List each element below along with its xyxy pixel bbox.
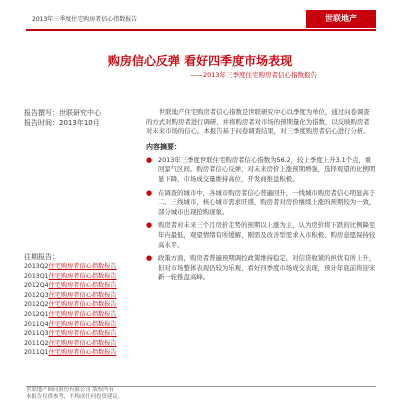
- summary-point-text: 政策方面，购房者普遍预期调控政策维持稳定，对信贷收紧的担忧有所上升，但对市场整体表现仍较为乐观，看好四季度市场成交表现，预计年底前将迎来新一轮推盘高峰。: [158, 254, 376, 282]
- summary-point: [146, 189, 376, 218]
- past-report-item[interactable]: 2011Q2住宅购房者信心指数报告: [24, 339, 117, 347]
- past-report-link[interactable]: 住宅购房者信心指数报告: [48, 330, 117, 338]
- document-subtitle: ——2013年三季度住宅购房者信心指数报告: [190, 71, 318, 79]
- document-title: 购房信心反弹 看好四季度市场表现: [107, 54, 293, 68]
- header-title: 2013年三季度住宅购房者信心指数报告: [32, 16, 138, 23]
- bullet-icon: ●: [146, 221, 153, 230]
- past-report-link[interactable]: 住宅购房者信心指数报告: [48, 263, 117, 270]
- header-divider: [26, 29, 376, 31]
- past-report-item[interactable]: 2013Q2住宅购房者信心指数报告: [24, 263, 117, 270]
- past-report-item[interactable]: 2011Q4住宅购房者信心指数报告: [24, 320, 117, 328]
- bullet-icon: ●: [146, 254, 153, 263]
- past-report-item[interactable]: 2011Q1住宅购房者信心指数报告: [24, 349, 117, 357]
- summary-point: [146, 156, 376, 185]
- past-report-item[interactable]: 2011Q3住宅购房者信心指数报告: [24, 330, 117, 338]
- past-reports-list: [24, 262, 134, 358]
- past-report-item[interactable]: 2012Q1住宅购房者信心指数报告: [24, 310, 117, 318]
- past-report-item[interactable]: 2012Q2住宅购房者信心指数报告: [24, 301, 117, 309]
- left-column: [24, 108, 134, 358]
- summary-point-text: 购房者对未来三个月房价走势的预期以上涨为主，认为房价将下跌的比例降至年内最低，观望情绪有所缓解，刚需及改善型需求入市积极，购房意愿保持较高水平。: [158, 221, 376, 249]
- company-logo: 世联地产: [306, 10, 376, 28]
- report-author: 报告撰写：世联研究中心: [24, 109, 101, 117]
- summary-point-text: 2013年三季度世联住宅购房者信心指数为56.2，较上季度上升3.1个点，重回景气区间。购房者信心反弹，对未来房价上涨预期增强，选择观望的比例明显下降，市场成交量维持高位，开发商推盘积极。: [158, 155, 376, 183]
- bullet-icon: ●: [146, 155, 153, 164]
- past-report-link[interactable]: 住宅购房者信心指数报告: [48, 282, 117, 290]
- past-report-link[interactable]: 住宅购房者信心指数报告: [48, 320, 117, 328]
- past-report-link[interactable]: 住宅购房者信心指数报告: [48, 291, 117, 299]
- summary-point: [146, 254, 376, 283]
- footer-disclaimer: 本报告仅供参考，不构成任何投资建议。: [26, 394, 124, 400]
- past-reports-heading: 往期报告：: [24, 253, 59, 261]
- page-header: [26, 10, 376, 28]
- report-date: 报告时间：2013年10月: [24, 119, 100, 127]
- past-report-item[interactable]: 2013Q1住宅购房者信心指数报告: [24, 272, 117, 280]
- summary-point: [146, 221, 376, 250]
- past-report-item[interactable]: 2012Q4住宅购房者信心指数报告: [24, 282, 117, 290]
- bullet-icon: ●: [146, 188, 153, 197]
- summary-point-text: 在调查的城市中，各城市购房者信心普遍回升，一线城市购房者信心明显高于二、三线城市，核心城市需求旺盛，购房者对房价继续上涨的预期较为一致，部分城市出现抢购现象。: [158, 188, 376, 216]
- past-report-link[interactable]: 住宅购房者信心指数报告: [48, 339, 117, 347]
- past-report-item[interactable]: 2012Q3住宅购房者信心指数报告: [24, 291, 117, 299]
- lead-paragraph: 世联地产住宅购房者信心指数是世联研究中心以季度为单位，通过问卷调查的方式对购房者进行调研，并将购房者对市场的预期量化为指数，以反映购房者对未来市场的信心。本报告基于问卷调查结果，对三季度购房者信心进行分析。: [146, 108, 370, 136]
- past-report-link[interactable]: 住宅购房者信心指数报告: [48, 272, 117, 280]
- past-report-link[interactable]: 住宅购房者信心指数报告: [48, 301, 117, 309]
- main-column: [146, 108, 376, 283]
- summary-heading: 内容摘要：: [146, 142, 181, 151]
- footer-copyright: 世联地产顾问股份有限公司 版权所有: [26, 387, 114, 393]
- past-report-link[interactable]: 住宅购房者信心指数报告: [48, 310, 117, 318]
- page-footer: [26, 386, 376, 401]
- past-report-link[interactable]: 住宅购房者信心指数报告: [48, 349, 117, 357]
